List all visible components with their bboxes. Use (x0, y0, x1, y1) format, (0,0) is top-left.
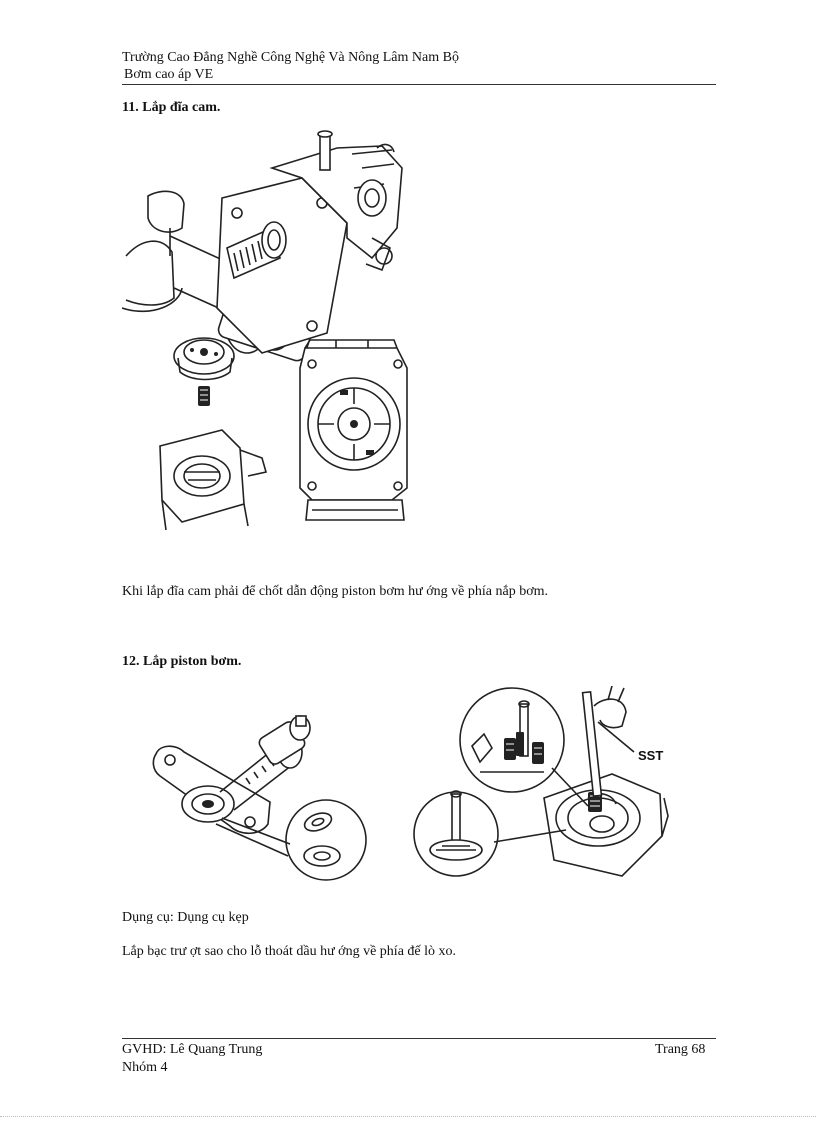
section-12-tool: Dụng cụ: Dụng cụ kẹp (122, 910, 249, 925)
footer-divider (122, 1038, 716, 1039)
pump-piston-flange-figure (150, 714, 380, 884)
header-school: Trường Cao Đẳng Nghề Công Nghệ Và Nông Lâm Nam Bộ (122, 50, 459, 65)
header-divider (122, 84, 716, 85)
footer-instructor: GVHD: Lê Quang Trung (122, 1042, 263, 1057)
pump-piston-sst-figure (412, 686, 672, 886)
section-12-title: 12. Lắp piston bơm. (122, 654, 242, 669)
footer-page-number: Trang 68 (655, 1042, 706, 1057)
section-11-title: 11. Lắp đĩa cam. (122, 100, 221, 115)
page-bottom-edge (0, 1116, 816, 1117)
cam-disc-assembly-figure (122, 128, 422, 533)
footer-group: Nhóm 4 (122, 1060, 168, 1075)
header-subject: Bơm cao áp VE (124, 67, 214, 82)
section-12-note: Lắp bạc trư ợt sao cho lỗ thoát dầu hư ớng về phía đế lò xo. (122, 944, 457, 959)
section-11-note: Khi lắp đĩa cam phải để chốt dẫn động piston bơm hư ớng về phía nắp bơm. (122, 584, 548, 599)
sst-label: SST (638, 748, 664, 763)
